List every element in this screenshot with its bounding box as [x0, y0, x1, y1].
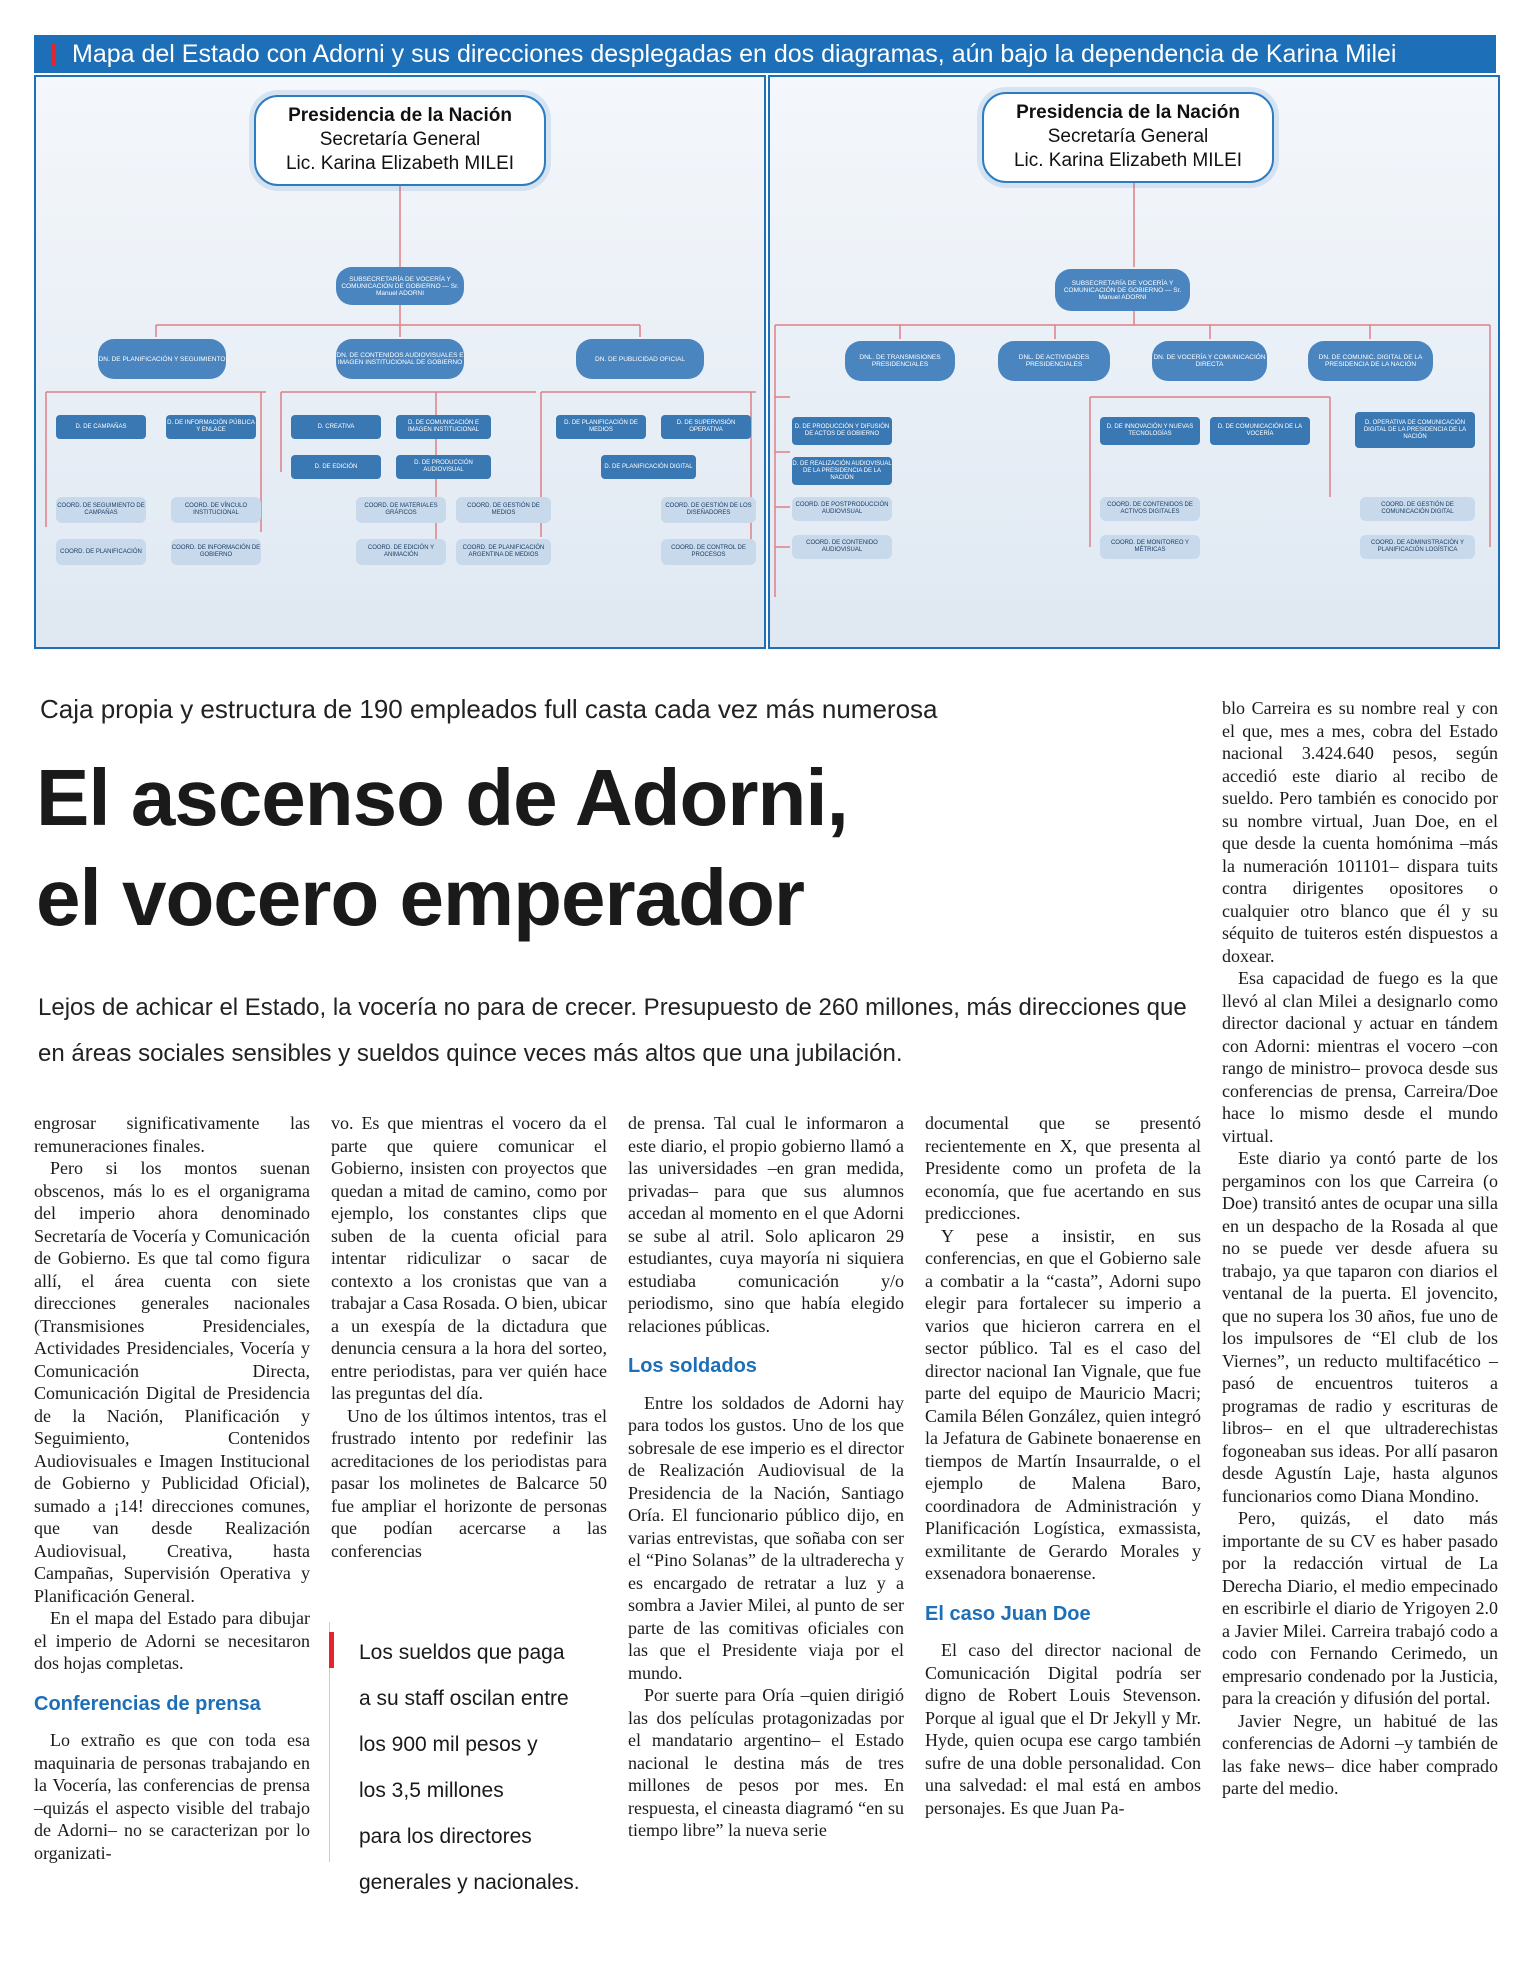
caption-banner [34, 35, 1496, 73]
d-creativa-node: D. CREATIVA [291, 415, 381, 439]
presidencia-title: Presidencia de la Nación [288, 105, 512, 126]
presidencia-box [254, 95, 546, 186]
presidencia-title: Presidencia de la Nación [1016, 102, 1240, 123]
paragraph: Entre los soldados de Adorni hay para todos los gustos. Uno de los que sobresale de ese imperio es el director de Realización Audiovisual de la Presidencia de la Nación, Santiago Oría. El funcionario público dijo, en varias entrevistas, que soñaba con ser el “Pino Solanas” de la ultraderecha y es encargado de retratar a luz y a sombra a Javier Milei, al punto de ser parte de las comitivas oficiales con las que el Presidente viaja por el mundo. [628, 1392, 904, 1683]
d-planificacion-digital-node: D. DE PLANIFICACIÓN DIGITAL [601, 455, 696, 479]
paragraph: documental que se presentó recientemente en X, que presenta al Presidente como un profeta de la economía, que fue acertando en sus predicciones. [925, 1113, 1201, 1223]
quote-line: Los sueldos que paga [359, 1641, 565, 1664]
dn-publicidad-node: DN. DE PUBLICIDAD OFICIAL [576, 339, 704, 379]
column-2 [331, 1112, 607, 1562]
presidencia-box [982, 92, 1274, 183]
paragraph: engrosar significativamente las remuneraciones finales. [34, 1113, 310, 1156]
d-comunicacion-imagen-node: D. DE COMUNICACIÓN E IMAGEN INSTITUCIONAL [396, 415, 491, 439]
quote-line: a su staff oscilan entre [359, 1687, 569, 1710]
d-innovacion-node: D. DE INNOVACIÓN Y NUEVAS TECNOLOGÍAS [1100, 417, 1200, 445]
paragraph: Javier Negre, un habitué de las conferencias de Adorni –y también de las fake news– dice haber comprado parte del medio. [1222, 1710, 1498, 1798]
dn-planificacion-node: DN. DE PLANIFICACIÓN Y SEGUIMIENTO [98, 339, 226, 379]
d-informacion-node: D. DE INFORMACIÓN PÚBLICA Y ENLACE [166, 415, 256, 439]
paragraph: vo. Es que mientras el vocero da el parte que quiere comunicar el Gobierno, insisten con proyectos que quedan a mitad de camino, como por ejemplo, los constantes clips que suben de la cuenta oficial para intentar ridiculizar o sacar de contexto a los cronistas que van a trabajar a Casa Rosada. O bien, ubicar a un exespía de la dictadura que denuncia censura a la hora del sorteo, entre periodistas, para ver quién hace las preguntas del día. [331, 1113, 607, 1403]
paragraph: blo Carreira es su nombre real y con el que, mes a mes, cobra del Estado nacional 3.424.640 pesos, según accedió este diario al recibo de sueldo. Pero también es conocido por su nombre virtual, Juan Doe, en el que desde la cuenta homónima –más la numeración 101101– dispara tuits contra dirigentes opositores o cualquier otro blanco que él y su séquito de tuiteros estén dispuestos a doxear. [1222, 698, 1498, 966]
dn-comunic-digital-node: DN. DE COMUNIC. DIGITAL DE LA PRESIDENCIA DE LA NACIÓN [1308, 341, 1433, 381]
coord-seguimiento-node: COORD. DE SEGUIMIENTO DE CAMPAÑAS [56, 497, 146, 523]
coord-postproduccion-node: COORD. DE POSTPRODUCCIÓN AUDIOVISUAL [792, 497, 892, 521]
red-accent-bar [52, 43, 56, 65]
paragraph: Y pese a insistir, en sus conferencias, en que el Gobierno sale a combatir a la “casta”, Adorni supo elegir para fortalecer su imperio a varios que hicieron carrera en el sector público. Tal es el caso del director nacional Ian Vignale, que fue parte del equipo de Mauricio Macri; Camila Bélen González, quien integró la Jefatura de Gabinete bonaerense en tiempos de Martín Insaurralde, o el ejemplo de Malena Baro, coordinadora de Administración y Planificación Logística, exmassista, exmilitante de Gerardo Morales y exsenadora bonaerense. [925, 1225, 1201, 1583]
coord-activos-digitales-node: COORD. DE CONTENIDOS DE ACTIVOS DIGITALES [1100, 497, 1200, 521]
dnl-actividades-node: DNL. DE ACTIVIDADES PRESIDENCIALES [998, 341, 1110, 381]
paragraph: Este diario ya contó parte de los pergaminos con los que Carreira (o Doe) transitó antes de ocupar una silla en un despacho de la Rosada al que no se puede ver desde afuera su trabajo, ya que taparon con diarios el ventanal de la puerta. El jovencito, que no supera los 30 años, fue uno de los impulsores de “El club de los Viernes”, un reducto multifacético –pasó de encuentros tuiteros a programas de radio y escrituras de libros– en el que ultraderechistas fogoneaban sus ideas. Por allí pasaron desde Agustín Laje, hasta algunos funcionarios como Diana Mondino. [1222, 1148, 1498, 1506]
coord-materiales-node: COORD. DE MATERIALES GRÁFICOS [356, 497, 446, 523]
secretaria-label: Secretaría General [1047, 126, 1209, 147]
quote-red-bar [329, 1632, 334, 1668]
paragraph: Por suerte para Oría –quien dirigió las dos películas protagonizadas por el mandatario argentino– el Estado nacional le destina más de tres millones de pesos por mes. En respuesta, el cineasta diagramó “en su tiempo libre” la nueva serie [628, 1685, 904, 1840]
secretaria-label: Secretaría General [319, 129, 481, 150]
karina-milei-label: Lic. Karina Elizabeth MILEI [285, 153, 515, 174]
dn-voceria-node: DN. DE VOCERÍA Y COMUNICACIÓN DIRECTA [1152, 341, 1267, 381]
paragraph: Pero si los montos suenan obscenos, más lo es el organigrama del imperio ahora denominado Secretaría de Vocería y Comunicación de Gobierno. Es que tal como figura allí, el área cuenta con siete direcciones generales nacionales (Transmisiones Presidenciales, Actividades Presidenciales, Vocería y Comunicación Directa, Comunicación Digital de Presidencia de la Nación, Planificación y Seguimiento, Contenidos Audiovisuales e Imagen Institucional de Gobierno y Publicidad Oficial), sumado a ¡14! direcciones comunes, que van desde Realización Audiovisual, Creativa, hasta Campañas, Supervisión Operativa y Planificación General. [34, 1158, 310, 1606]
coord-gestion-digital-node: COORD. DE GESTIÓN DE COMUNICACIÓN DIGITAL [1360, 497, 1475, 521]
column-3 [628, 1112, 904, 1842]
column-1 [34, 1112, 310, 1864]
coord-disenadores-node: COORD. DE GESTIÓN DE LOS DISEÑADORES [661, 497, 756, 523]
org-chart-left [34, 75, 766, 649]
column-5 [1222, 697, 1498, 1800]
quote-line: los 3,5 millones [359, 1779, 504, 1802]
karina-milei-label: Lic. Karina Elizabeth MILEI [1013, 150, 1243, 171]
column-4 [925, 1112, 1201, 1819]
subsecretaria-node: SUBSECRETARÍA DE VOCERÍA Y COMUNICACIÓN DE GOBIERNO — Sr. Manuel ADORNI [1055, 269, 1190, 311]
headline-line-2: el vocero emperador [36, 853, 804, 942]
subsecretaria-node: SUBSECRETARÍA DE VOCERÍA Y COMUNICACIÓN DE GOBIERNO — Sr. Manuel ADORNI [336, 267, 464, 305]
coord-gestion-medios-node: COORD. DE GESTIÓN DE MEDIOS [456, 497, 551, 523]
org-chart-right [768, 75, 1500, 649]
coord-administracion-node: COORD. DE ADMINISTRACIÓN Y PLANIFICACIÓN LOGÍSTICA [1360, 535, 1475, 559]
d-realizacion-audiovisual-node: D. DE REALIZACIÓN AUDIOVISUAL DE LA PRESIDENCIA DE LA NACIÓN [792, 457, 892, 485]
article-lead: Lejos de achicar el Estado, la vocería no para de crecer. Presupuesto de 260 millones, más direcciones que en áreas sociales sensibles y sueldos quince veces más altos que una jubilación. [38, 994, 1187, 1067]
coord-edicion-animacion-node: COORD. DE EDICIÓN Y ANIMACIÓN [356, 539, 446, 565]
coord-monitoreo-node: COORD. DE MONITOREO Y MÉTRICAS [1100, 535, 1200, 559]
coord-control-procesos-node: COORD. DE CONTROL DE PROCESOS [661, 539, 756, 565]
paragraph: de prensa. Tal cual le informaron a este diario, el propio gobierno llamó a las universidades –en gran medida, privadas– para que sus alumnos accedan al momento en el que Adorni se sube al atril. Solo aplicaron 29 estudiantes, cuya mayoría ni siquiera estudiaba comunicación y/o periodismo, sino que había elegido relaciones públicas. [628, 1113, 904, 1336]
dnl-transmisiones-node: DNL. DE TRANSMISIONES PRESIDENCIALES [845, 341, 955, 381]
section-heading: Los soldados [628, 1355, 757, 1377]
d-edicion-node: D. DE EDICIÓN [291, 455, 381, 479]
paragraph: Lo extraño es que con toda esa maquinaria de personas trabajando en la Vocería, las conferencias de prensa –quizás el aspecto visible del trabajo de Adorni– no se caracterizan por lo organizati- [34, 1730, 310, 1863]
article-headline [36, 748, 848, 948]
paragraph: Uno de los últimos intentos, tras el frustrado intento por redefinir las acreditaciones de los periodistas para pasar los molinetes de Balcarce 50 fue ampliar el horizonte de personas que podían acercarse a las conferencias [331, 1405, 607, 1561]
paragraph: En el mapa del Estado para dibujar el imperio de Adorni se necesitaron dos hojas completas. [34, 1608, 310, 1673]
headline-line-1: El ascenso de Adorni, [36, 753, 848, 842]
d-produccion-difusion-node: D. DE PRODUCCIÓN Y DIFUSIÓN DE ACTOS DE GOBIERNO [792, 417, 892, 445]
article-subhead: Caja propia y estructura de 190 empleados full casta cada vez más numerosa [40, 694, 938, 724]
quote-line: generales y nacionales. [359, 1871, 580, 1894]
d-produccion-audiovisual-node: D. DE PRODUCCIÓN AUDIOVISUAL [396, 455, 491, 479]
paragraph: El caso del director nacional de Comunicación Digital podría ser digno de Robert Louis Stevenson. Porque al igual que el Dr Jekyll y Mr. Hyde, quien ocupa ese cargo también sufre de una doble personalidad. Con una salvedad: el mal está en ambos personajes. Es que Juan Pa- [925, 1640, 1201, 1818]
dn-contenidos-node: DN. DE CONTENIDOS AUDIOVISUALES E IMAGEN INSTITUCIONAL DE GOBIERNO [336, 339, 464, 379]
d-comunicacion-voceria-node: D. DE COMUNICACIÓN DE LA VOCERÍA [1210, 417, 1310, 445]
coord-vinculo-node: COORD. DE VÍNCULO INSTITUCIONAL [171, 497, 261, 523]
section-heading: El caso Juan Doe [925, 1602, 1091, 1625]
d-planificacion-medios-node: D. DE PLANIFICACIÓN DE MEDIOS [556, 415, 646, 439]
section-heading: Conferencias de prensa [34, 1692, 261, 1715]
d-operativa-comunicacion-node: D. OPERATIVA DE COMUNICACIÓN DIGITAL DE LA PRESIDENCIA DE LA NACIÓN [1355, 412, 1475, 448]
coord-informacion-gobierno-node: COORD. DE INFORMACIÓN DE GOBIERNO [171, 539, 261, 565]
paragraph: Pero, quizás, el dato más importante de su CV es haber pasado por la redacción virtual de La Derecha Diario, el medio empecinado en escribirle el diario de Yrigoyen 2.0 a Javier Milei. Carreira trabajó codo a codo con Fernando Cerimedo, un empresario condenado por la Justicia, para la creación y difusión del portal. [1222, 1508, 1498, 1708]
d-supervision-operativa-node: D. DE SUPERVISIÓN OPERATIVA [661, 415, 751, 439]
quote-line: los 900 mil pesos y [359, 1733, 538, 1756]
coord-planificacion-medios-node: COORD. DE PLANIFICACIÓN ARGENTINA DE MEDIOS [456, 539, 551, 565]
paragraph: Esa capacidad de fuego es la que llevó al clan Milei a designarlo como director dacional y actuar en tándem con Adorni: mientras el vocero –con rango de ministro– provoca desde sus conferencias de prensa, Carreira/Doe hace lo mismo desde el mundo virtual. [1222, 968, 1498, 1146]
coord-planificacion-node: COORD. DE PLANIFICACIÓN [56, 539, 146, 565]
pull-quote [335, 1630, 615, 1906]
banner-text: Mapa del Estado con Adorni y sus direcciones desplegadas en dos diagramas, aún bajo la dependencia de Karina Milei [72, 39, 1397, 68]
d-campanas-node: D. DE CAMPAÑAS [56, 415, 146, 439]
quote-line: para los directores [359, 1825, 532, 1848]
coord-contenido-audiovisual-node: COORD. DE CONTENIDO AUDIOVISUAL [792, 535, 892, 559]
